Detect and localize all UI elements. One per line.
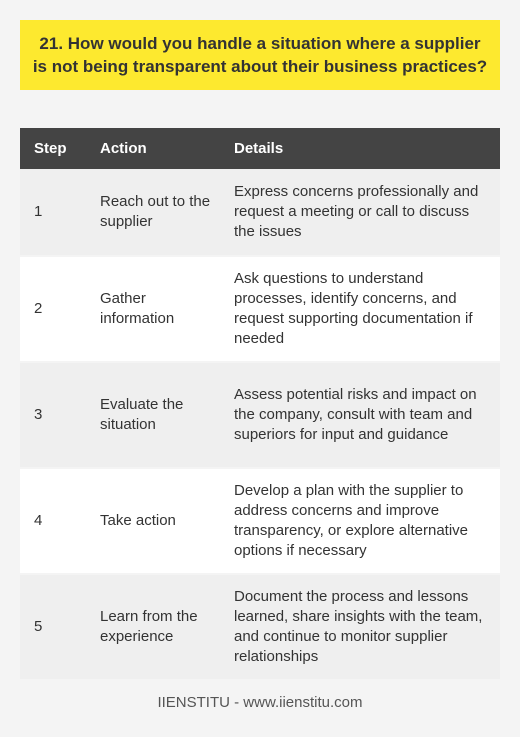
header-step: Step — [20, 128, 86, 169]
step-action: Learn from the experience — [86, 574, 220, 680]
table-row — [20, 574, 500, 680]
page-title: 21. How would you handle a situation where a supplier is not being transparent about their business practices? — [20, 20, 500, 90]
steps-table — [20, 128, 500, 681]
table-row — [20, 468, 500, 574]
step-number: 4 — [20, 468, 86, 574]
table-row — [20, 256, 500, 362]
step-details: Assess potential risks and impact on the company, consult with team and superiors for input and guidance — [220, 362, 500, 468]
table-row — [20, 169, 500, 256]
table-row — [20, 362, 500, 468]
step-action: Evaluate the situation — [86, 362, 220, 468]
step-number: 5 — [20, 574, 86, 680]
step-details: Develop a plan with the supplier to address concerns and improve transparency, or explore alternative options if necessary — [220, 468, 500, 574]
step-details: Ask questions to understand processes, identify concerns, and request supporting documentation if needed — [220, 256, 500, 362]
step-details: Express concerns professionally and request a meeting or call to discuss the issues — [220, 169, 500, 256]
header-details: Details — [220, 128, 500, 169]
step-number: 1 — [20, 169, 86, 256]
step-action: Gather information — [86, 256, 220, 362]
table-header-row — [20, 128, 500, 169]
step-action: Take action — [86, 468, 220, 574]
step-details: Document the process and lessons learned, share insights with the team, and continue to monitor supplier relationships — [220, 574, 500, 680]
header-action: Action — [86, 128, 220, 169]
step-action: Reach out to the supplier — [86, 169, 220, 256]
step-number: 2 — [20, 256, 86, 362]
step-number: 3 — [20, 362, 86, 468]
footer-credit: IIENSTITU - www.iienstitu.com — [157, 694, 363, 711]
